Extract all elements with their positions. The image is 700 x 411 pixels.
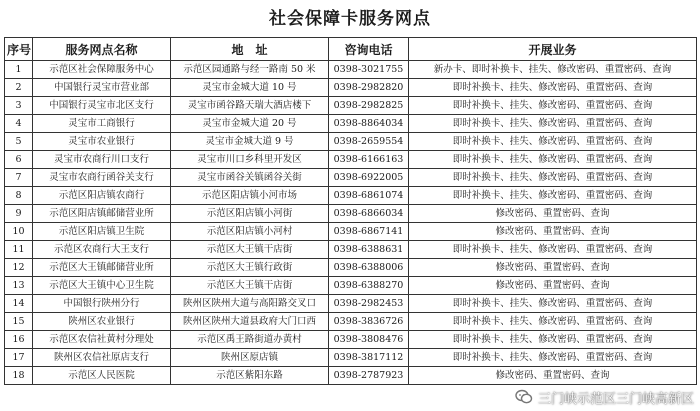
table-row — [5, 223, 697, 241]
cell-name: 陕州区农信社原店支行 — [33, 349, 171, 367]
cell-phone: 0398-2659554 — [329, 133, 409, 151]
cell-no: 12 — [5, 259, 33, 277]
cell-business: 即时补换卡、挂失、修改密码、重置密码、查询 — [409, 241, 697, 259]
cell-address: 示范区阳店镇小河村 — [171, 223, 329, 241]
cell-address: 陕州区原店镇 — [171, 349, 329, 367]
cell-address: 灵宝市川口乡科里开发区 — [171, 151, 329, 169]
cell-no: 4 — [5, 115, 33, 133]
cell-no: 2 — [5, 79, 33, 97]
cell-address: 灵宝市函谷路天瑞大酒店楼下 — [171, 97, 329, 115]
cell-address: 示范区大王镇干店街 — [171, 277, 329, 295]
cell-business: 即时补换卡、挂失、修改密码、重置密码、查询 — [409, 115, 697, 133]
cell-no: 8 — [5, 187, 33, 205]
cell-business: 修改密码、重置密码、查询 — [409, 205, 697, 223]
table-row — [5, 349, 697, 367]
cell-name: 中国银行陕州分行 — [33, 295, 171, 313]
cell-phone: 0398-6922005 — [329, 169, 409, 187]
cell-address: 灵宝市金城大道 10 号 — [171, 79, 329, 97]
cell-no: 7 — [5, 169, 33, 187]
cell-no: 6 — [5, 151, 33, 169]
cell-name: 示范区人民医院 — [33, 367, 171, 385]
cell-no: 5 — [5, 133, 33, 151]
table-row — [5, 367, 697, 385]
table-row — [5, 241, 697, 259]
cell-name: 灵宝市工商银行 — [33, 115, 171, 133]
cell-phone: 0398-6867141 — [329, 223, 409, 241]
cell-no: 13 — [5, 277, 33, 295]
cell-name: 示范区社会保障服务中心 — [33, 61, 171, 79]
cell-phone: 0398-2982453 — [329, 295, 409, 313]
cell-business: 修改密码、重置密码、查询 — [409, 367, 697, 385]
header-business: 开展业务 — [409, 38, 697, 61]
cell-address: 灵宝市金城大道 9 号 — [171, 133, 329, 151]
cell-business: 修改密码、重置密码、查询 — [409, 223, 697, 241]
table-row — [5, 205, 697, 223]
cell-phone: 0398-6388631 — [329, 241, 409, 259]
table-row — [5, 61, 697, 79]
cell-business: 即时补换卡、挂失、修改密码、重置密码、查询 — [409, 331, 697, 349]
cell-name: 示范区大王镇中心卫生院 — [33, 277, 171, 295]
cell-name: 中国银行灵宝市营业部 — [33, 79, 171, 97]
cell-no: 17 — [5, 349, 33, 367]
cell-no: 14 — [5, 295, 33, 313]
table-row — [5, 331, 697, 349]
cell-phone: 0398-3021755 — [329, 61, 409, 79]
cell-phone: 0398-2982820 — [329, 79, 409, 97]
cell-business: 即时补换卡、挂失、修改密码、重置密码、查询 — [409, 187, 697, 205]
table-row — [5, 277, 697, 295]
table-row — [5, 295, 697, 313]
header-name: 服务网点名称 — [33, 38, 171, 61]
cell-phone: 0398-2982825 — [329, 97, 409, 115]
table-row — [5, 151, 697, 169]
cell-name: 示范区农商行大王支行 — [33, 241, 171, 259]
cell-address: 陕州区陕州大道县政府大门口西 — [171, 313, 329, 331]
cell-name: 灵宝市农业银行 — [33, 133, 171, 151]
table-row — [5, 187, 697, 205]
cell-business: 即时补换卡、挂失、修改密码、重置密码、查询 — [409, 313, 697, 331]
page-title: 社会保障卡服务网点 — [269, 9, 431, 29]
table-row — [5, 79, 697, 97]
cell-phone: 0398-6866034 — [329, 205, 409, 223]
cell-address: 示范区阳店镇小河街 — [171, 205, 329, 223]
cell-business: 即时补换卡、挂失、修改密码、重置密码、查询 — [409, 133, 697, 151]
table-row — [5, 133, 697, 151]
cell-name: 示范区阳店镇卫生院 — [33, 223, 171, 241]
cell-phone: 0398-3836726 — [329, 313, 409, 331]
cell-address: 示范区大王镇干店街 — [171, 241, 329, 259]
table-row — [5, 313, 697, 331]
cell-name: 示范区阳店镇邮储营业所 — [33, 205, 171, 223]
cell-address: 陕州区陕州大道与高阳路交叉口 — [171, 295, 329, 313]
cell-business: 即时补换卡、挂失、修改密码、重置密码、查询 — [409, 97, 697, 115]
watermark-text: 三门峡示范区三门峡高新区 — [537, 391, 694, 407]
cell-name: 灵宝市农商行函谷关支行 — [33, 169, 171, 187]
cell-phone: 0398-8864034 — [329, 115, 409, 133]
cell-business: 即时补换卡、挂失、修改密码、重置密码、查询 — [409, 295, 697, 313]
cell-business: 即时补换卡、挂失、修改密码、重置密码、查询 — [409, 79, 697, 97]
cell-address: 示范区禹王路街道办黄村 — [171, 331, 329, 349]
cell-business: 修改密码、重置密码、查询 — [409, 277, 697, 295]
table-row — [5, 259, 697, 277]
table-body — [5, 61, 697, 385]
header-no: 序号 — [5, 38, 33, 61]
cell-phone: 0398-6861074 — [329, 187, 409, 205]
table-row — [5, 115, 697, 133]
cell-no: 16 — [5, 331, 33, 349]
cell-phone: 0398-6166163 — [329, 151, 409, 169]
account-watermark — [515, 387, 694, 407]
service-outlets-table — [4, 37, 697, 385]
cell-phone: 0398-6388006 — [329, 259, 409, 277]
cell-business: 即时补换卡、挂失、修改密码、重置密码、查询 — [409, 151, 697, 169]
cell-phone: 0398-3817112 — [329, 349, 409, 367]
cell-phone: 0398-3808476 — [329, 331, 409, 349]
cell-name: 中国银行灵宝市北区支行 — [33, 97, 171, 115]
cell-business: 即时补换卡、挂失、修改密码、重置密码、查询 — [409, 169, 697, 187]
cell-no: 18 — [5, 367, 33, 385]
cell-address: 示范区紫阳东路 — [171, 367, 329, 385]
cell-name: 陕州区农业银行 — [33, 313, 171, 331]
cell-address: 示范区阳店镇小河市场 — [171, 187, 329, 205]
cell-address: 灵宝市函谷关镇函谷关街 — [171, 169, 329, 187]
chat-bubble-icon — [515, 388, 533, 406]
cell-address: 示范区园通路与经一路南 50 米 — [171, 61, 329, 79]
header-phone: 咨询电话 — [329, 38, 409, 61]
cell-no: 3 — [5, 97, 33, 115]
cell-name: 灵宝市农商行川口支行 — [33, 151, 171, 169]
header-address: 地 址 — [171, 38, 329, 61]
cell-address: 示范区大王镇行政街 — [171, 259, 329, 277]
cell-no: 15 — [5, 313, 33, 331]
cell-address: 灵宝市金城大道 20 号 — [171, 115, 329, 133]
table-row — [5, 97, 697, 115]
cell-name: 示范区大王镇邮储营业所 — [33, 259, 171, 277]
cell-no: 1 — [5, 61, 33, 79]
cell-business: 新办卡、即时补换卡、挂失、修改密码、重置密码、查询 — [409, 61, 697, 79]
cell-business: 修改密码、重置密码、查询 — [409, 259, 697, 277]
table-header-row — [5, 38, 697, 61]
cell-phone: 0398-6388270 — [329, 277, 409, 295]
cell-no: 11 — [5, 241, 33, 259]
cell-phone: 0398-2787923 — [329, 367, 409, 385]
cell-business: 即时补换卡、挂失、修改密码、重置密码、查询 — [409, 349, 697, 367]
cell-no: 9 — [5, 205, 33, 223]
cell-no: 10 — [5, 223, 33, 241]
cell-name: 示范区阳店镇农商行 — [33, 187, 171, 205]
table-row — [5, 169, 697, 187]
cell-name: 示范区农信社黄村分理处 — [33, 331, 171, 349]
